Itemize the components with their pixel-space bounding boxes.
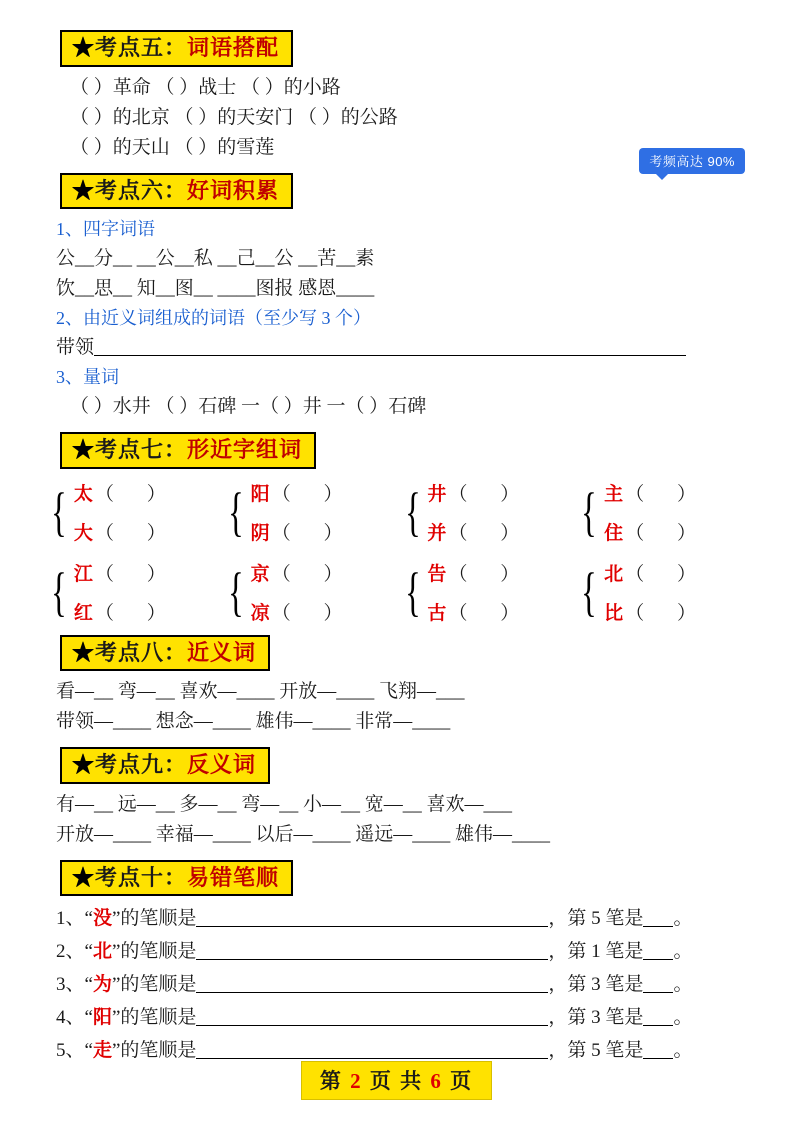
item-number: 4、: [56, 1007, 85, 1028]
heading-badge-kaodian9: [60, 747, 270, 784]
stroke-order-item: [46, 935, 747, 968]
answer-paren[interactable]: （ ）: [94, 602, 180, 624]
answer-paren[interactable]: （ ）: [94, 483, 180, 505]
item-end: 。: [673, 1040, 693, 1061]
heading-topic: 反义词: [187, 752, 257, 777]
char-label: 并: [427, 522, 447, 544]
kaodian6-measure-row: （ ）水井 （ ）石碑 一（ ）井 一（ ）石碑: [70, 396, 427, 417]
quote-close: ”: [111, 908, 121, 929]
quote-open: “: [84, 1040, 93, 1061]
char-pair-group: [223, 559, 394, 625]
page-footer: [0, 1061, 793, 1100]
stroke-order-item: [46, 968, 747, 1001]
answer-paren[interactable]: （ ）: [625, 563, 710, 585]
heading-badge-kaodian6: [60, 173, 293, 210]
answer-paren[interactable]: （ ）: [448, 563, 534, 585]
item-prompt: 的笔顺是: [120, 1040, 197, 1061]
footer-total-pages: 6: [430, 1069, 443, 1093]
answer-paren[interactable]: （ ）: [625, 483, 710, 505]
char-pair-line: [251, 559, 357, 586]
heading-topic: 易错笔顺: [187, 864, 280, 890]
char-pair-line: [427, 479, 533, 506]
item-tail: ，第 3 笔是: [548, 1007, 644, 1028]
kaodian6-sub-2: 2、由近义词组成的词语（至少写 3 个）: [56, 308, 371, 328]
heading-star: ★: [72, 864, 96, 890]
target-character: 为: [92, 974, 112, 995]
heading-label: 考点十：: [95, 864, 188, 890]
stroke-order-blank[interactable]: [196, 959, 548, 960]
char-label: 古: [427, 602, 447, 624]
section-heading-kaodian6: [60, 173, 747, 210]
char-pair-group: [400, 559, 571, 625]
item-number: 2、: [56, 941, 85, 962]
heading-badge-kaodian8: [60, 635, 270, 672]
heading-star: ★: [72, 177, 96, 203]
heading-label: 考点九：: [95, 752, 188, 777]
item-end: 。: [673, 941, 693, 962]
quote-close: ”: [111, 974, 121, 995]
kaodian9-row: 开放—____ 幸福—____ 以后—____ 遥远—____ 雄伟—____: [56, 823, 551, 845]
char-pair-line: [74, 479, 180, 506]
item-tail: ，第 5 笔是: [548, 1040, 644, 1061]
heading-label: 考点七：: [95, 437, 188, 462]
item-prompt: 的笔顺是: [120, 941, 197, 962]
quote-open: “: [84, 1007, 93, 1028]
char-pair-group: [46, 479, 217, 545]
quote-close: ”: [111, 941, 121, 962]
answer-paren[interactable]: （ ）: [448, 602, 534, 624]
char-label: 井: [427, 483, 447, 505]
kaodian6-sub-1: 1、四字词语: [56, 219, 155, 239]
brace-icon: {: [404, 561, 421, 622]
char-label: 北: [604, 563, 624, 585]
heading-topic: 近义词: [187, 639, 257, 665]
item-prompt: 的笔顺是: [120, 974, 197, 995]
quote-open: “: [84, 974, 93, 995]
answer-paren[interactable]: （ ）: [271, 483, 357, 505]
char-pair: [427, 559, 533, 625]
char-label: 阴: [250, 522, 270, 544]
char-pair-line: [427, 598, 533, 625]
stroke-answer-blank[interactable]: [643, 926, 673, 927]
item-end: 。: [673, 974, 693, 995]
stroke-order-item: [46, 902, 747, 935]
heading-topic: 好词积累: [187, 177, 280, 203]
char-pair: [251, 479, 357, 545]
footer-current-page: 2: [350, 1069, 363, 1093]
heading-topic: 词语搭配: [187, 35, 280, 60]
char-pair: [74, 559, 180, 625]
brace-icon: {: [581, 481, 597, 542]
char-pair-line: [251, 598, 357, 625]
kaodian7-row-2: [46, 559, 747, 625]
heading-badge-kaodian5: [60, 30, 293, 67]
target-character: 阳: [92, 1007, 112, 1028]
char-pair-line: [427, 518, 533, 545]
heading-label: 考点六：: [95, 177, 188, 203]
char-pair-line: [604, 598, 710, 625]
char-label: 江: [73, 563, 93, 585]
item-prompt: 的笔顺是: [120, 1007, 197, 1028]
answer-paren[interactable]: （ ）: [94, 522, 180, 544]
target-character: 北: [92, 941, 112, 962]
char-pair-line: [604, 559, 710, 586]
char-pair-group: [576, 559, 747, 625]
char-pair-line: [604, 518, 710, 545]
page-number-badge: [301, 1061, 492, 1100]
footer-middle: 页 共: [369, 1069, 424, 1093]
kaodian6-idioms-row: 饮__思__ 知__图__ ____图报 感恩____: [56, 278, 375, 299]
item-tail: ，第 5 笔是: [548, 908, 644, 929]
quote-close: ”: [111, 1040, 121, 1061]
answer-paren[interactable]: （ ）: [271, 602, 357, 624]
char-pair-line: [74, 559, 180, 586]
heading-label: 考点八：: [95, 639, 188, 665]
heading-star: ★: [72, 35, 96, 60]
quote-open: “: [84, 908, 93, 929]
target-character: 没: [92, 908, 112, 929]
kaodian6-answer-blank[interactable]: [94, 355, 686, 356]
kaodian6-sub-3: 3、量词: [56, 367, 119, 387]
brace-icon: {: [581, 561, 597, 622]
heading-label: 考点五：: [95, 35, 188, 60]
section-heading-kaodian5: [60, 30, 747, 67]
char-label: 红: [73, 602, 93, 624]
answer-paren[interactable]: （ ）: [271, 563, 357, 585]
char-pair: [74, 479, 180, 545]
stroke-answer-blank[interactable]: [643, 1058, 673, 1059]
stroke-order-blank[interactable]: [196, 926, 548, 927]
footer-suffix: 页: [450, 1069, 474, 1093]
kaodian6-synonym-row: [46, 333, 747, 363]
char-label: 京: [250, 563, 270, 585]
quote-close: ”: [111, 1007, 121, 1028]
brace-icon: {: [227, 561, 244, 622]
brace-icon: {: [404, 481, 421, 542]
quote-open: “: [84, 941, 93, 962]
char-label: 比: [604, 602, 624, 624]
item-end: 。: [673, 1007, 693, 1028]
answer-paren[interactable]: （ ）: [625, 522, 710, 544]
char-pair-line: [427, 559, 533, 586]
char-pair-group: [223, 479, 394, 545]
kaodian5-row: （ ）的天山 （ ）的雪莲: [70, 136, 275, 158]
kaodian9-row: 有—__ 远—__ 多—__ 弯—__ 小—__ 宽—__ 喜欢—___: [56, 793, 513, 815]
char-pair: [604, 559, 710, 625]
stroke-answer-blank[interactable]: [643, 992, 673, 993]
heading-topic: 形近字组词: [187, 437, 303, 462]
char-pair-group: [46, 559, 217, 625]
item-tail: ，第 3 笔是: [548, 974, 644, 995]
kaodian5-row: （ ）革命 （ ）战士 （ ）的小路: [70, 76, 341, 98]
heading-badge-kaodian7: [60, 432, 316, 469]
stroke-order-item: [46, 1001, 747, 1034]
stroke-order-blank[interactable]: [196, 992, 548, 993]
section-heading-kaodian10: [60, 860, 747, 897]
section-heading-kaodian9: [60, 747, 747, 784]
char-pair-line: [251, 479, 357, 506]
stroke-order-blank[interactable]: [196, 1025, 548, 1026]
heading-star: ★: [72, 437, 96, 462]
char-label: 告: [427, 563, 447, 585]
item-number: 3、: [56, 974, 85, 995]
kaodian7-row-1: [46, 479, 747, 545]
char-pair-group: [400, 479, 571, 545]
item-end: 。: [673, 908, 693, 929]
char-pair: [604, 479, 710, 545]
item-tail: ，第 1 笔是: [548, 941, 644, 962]
kaodian5-row: （ ）的北京 （ ）的天安门 （ ）的公路: [70, 106, 398, 128]
heading-star: ★: [72, 639, 96, 665]
char-label: 凉: [250, 602, 270, 624]
heading-star: ★: [72, 752, 96, 777]
item-number: 5、: [56, 1040, 85, 1061]
char-label: 阳: [250, 483, 270, 505]
answer-paren[interactable]: （ ）: [448, 522, 534, 544]
stroke-answer-blank[interactable]: [643, 959, 673, 960]
heading-badge-kaodian10: [60, 860, 293, 897]
answer-paren[interactable]: （ ）: [448, 483, 534, 505]
kaodian8-row: 看—__ 弯—__ 喜欢—____ 开放—____ 飞翔—___: [56, 681, 465, 702]
char-pair-line: [74, 598, 180, 625]
char-pair-line: [251, 518, 357, 545]
char-pair: [427, 479, 533, 545]
kaodian6-idioms-row: 公__分__ __公__私 __己__公 __苦__素: [56, 248, 375, 269]
brace-icon: {: [227, 481, 244, 542]
char-pair-line: [74, 518, 180, 545]
answer-paren[interactable]: （ ）: [625, 602, 710, 624]
char-pair-line: [604, 479, 710, 506]
footer-prefix: 第: [319, 1069, 343, 1093]
kaodian8-row: 带领—____ 想念—____ 雄伟—____ 非常—____: [56, 711, 451, 732]
stroke-answer-blank[interactable]: [643, 1025, 673, 1026]
item-prompt: 的笔顺是: [120, 908, 197, 929]
brace-icon: {: [51, 481, 67, 542]
kaodian6-synonym-label: 带领: [56, 337, 95, 358]
item-number: 1、: [56, 908, 85, 929]
answer-paren[interactable]: （ ）: [271, 522, 357, 544]
char-label: 住: [604, 522, 624, 544]
answer-paren[interactable]: （ ）: [94, 563, 180, 585]
target-character: 走: [92, 1040, 112, 1061]
char-pair-group: [576, 479, 747, 545]
brace-icon: {: [51, 561, 67, 622]
frequency-callout: 考频高达 90%: [639, 148, 745, 174]
char-label: 主: [604, 483, 624, 505]
char-pair: [251, 559, 357, 625]
char-label: 太: [73, 483, 93, 505]
char-label: 大: [73, 522, 93, 544]
stroke-order-blank[interactable]: [196, 1058, 548, 1059]
section-heading-kaodian8: [60, 635, 747, 672]
section-heading-kaodian7: [60, 432, 747, 469]
